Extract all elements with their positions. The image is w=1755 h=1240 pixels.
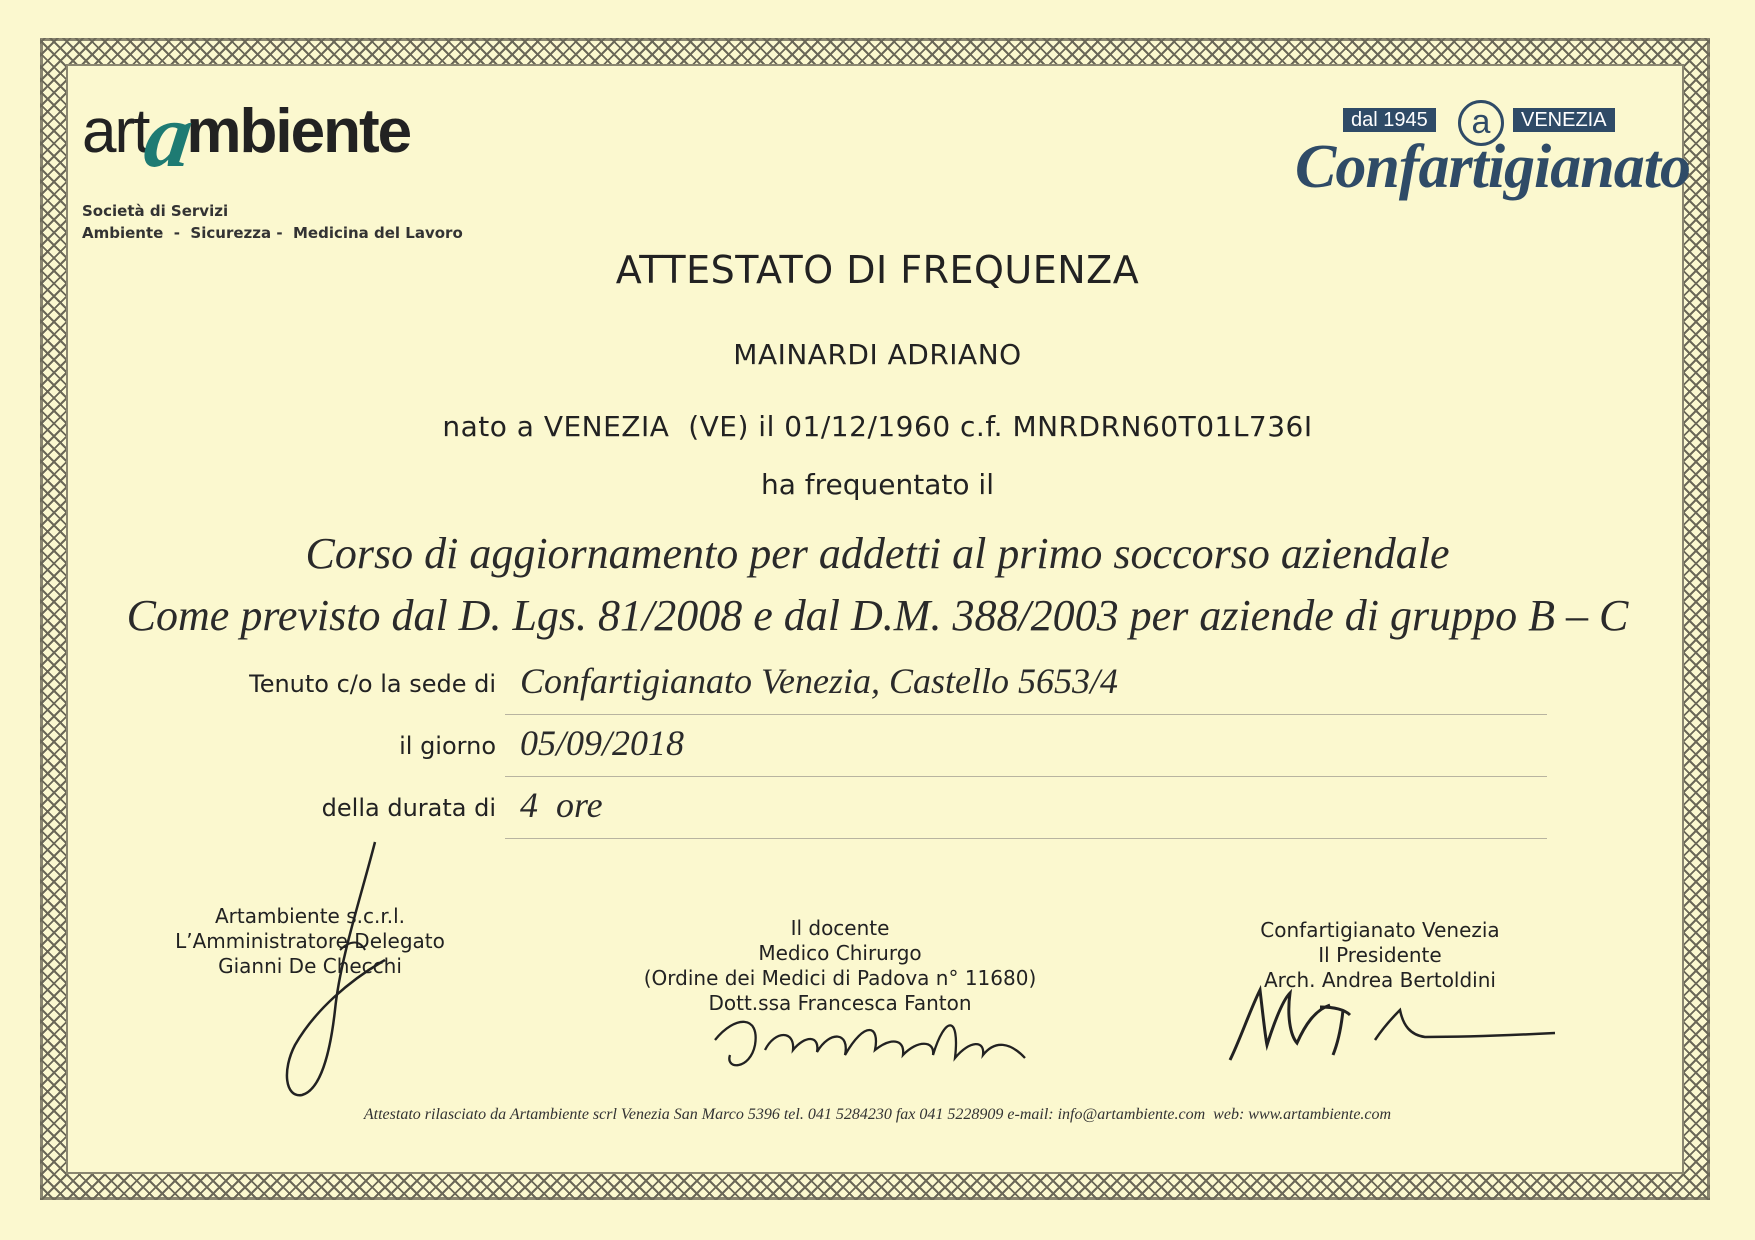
issuer-footer: Attestato rilasciato da Artambiente scrl Venezia San Marco 5396 tel. 041 5284230 fax 041 5228909 e-mail: info@artambiente.com web: www.artambiente.com [363,1106,1392,1123]
handwritten-signature-president [1225,985,1565,1065]
admin-role: L’Amministratore Delegato [175,929,445,953]
logo-suffix: mbiente [186,97,411,166]
teacher-title: Medico Chirurgo [758,941,922,965]
tagline-line-1: Società di Servizi [82,202,229,220]
tagline-line-2: Ambiente - Sicurezza - Medicina del Lavoro [82,224,463,242]
badge-a-mark: a [1458,100,1504,146]
duration-underline [505,838,1547,839]
logo-prefix: art [82,97,149,166]
teacher-role: Il docente [790,916,890,940]
artambiente-wordmark [82,84,411,186]
teacher-name: Dott.ssa Francesca Fanton [708,991,972,1015]
president-organization: Confartigianato Venezia [1260,918,1500,942]
date-label: il giorno [399,732,496,760]
date-value: 05/09/2018 [520,723,685,763]
location-value: Confartigianato Venezia, Castello 5653/4 [520,661,1119,701]
location-underline [505,714,1547,715]
logo-a-mark: a [139,84,198,186]
teacher-registry: (Ordine dei Medici di Padova n° 11680) [643,966,1037,990]
handwritten-signature-teacher [705,1010,1035,1080]
confartigianato-logo [1295,100,1690,230]
course-title: Corso di aggiornamento per addetti al primo soccorso aziendale [305,529,1450,578]
participant-name: MAINARDI ADRIANO [733,338,1022,371]
date-underline [505,776,1547,777]
artambiente-tagline [82,200,463,244]
birth-details: nato a VENEZIA (VE) il 01/12/1960 c.f. MNRDRN60T01L736I [442,410,1313,443]
signature-block-president [1210,918,1550,993]
artambiente-logo [82,84,512,246]
president-role: Il Presidente [1318,943,1442,967]
badge-city: VENEZIA [1513,108,1615,132]
confartigianato-wordmark: Confartigianato [1295,133,1690,201]
duration-label: della durata di [321,794,496,822]
attended-text: ha frequentato il [761,468,994,501]
badge-since: dal 1945 [1343,108,1436,132]
admin-company: Artambiente s.c.r.l. [214,904,405,928]
location-label: Tenuto c/o la sede di [249,670,496,698]
duration-value: 4 ore [520,785,603,825]
course-regulation: Come previsto dal D. Lgs. 81/2008 e dal D.M. 388/2003 per aziende di gruppo B – C [126,591,1629,640]
certificate-title: ATTESTATO DI FREQUENZA [615,248,1140,292]
admin-name: Gianni De Checchi [218,954,402,978]
signature-block-teacher [620,916,1060,1016]
handwritten-signature-administrator [280,840,430,1100]
president-name: Arch. Andrea Bertoldini [1264,968,1496,992]
